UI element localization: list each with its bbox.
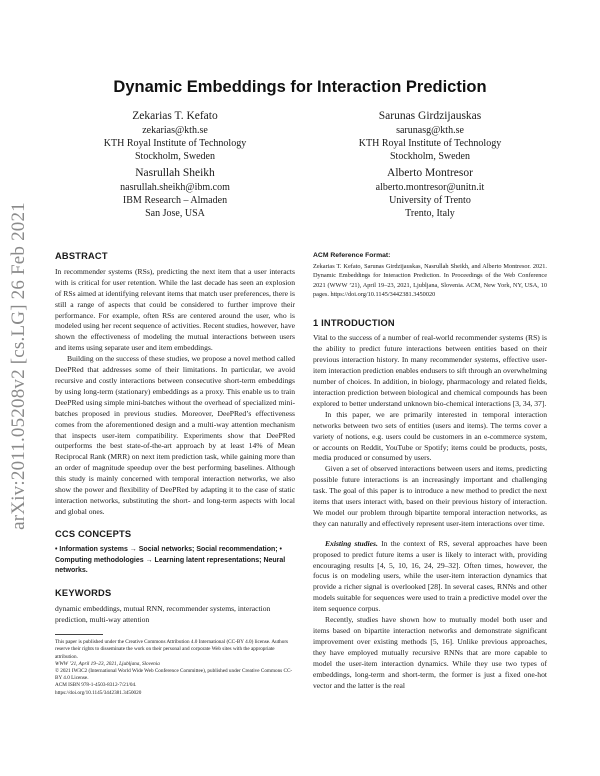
author-name: Sarunas Girdzijauskas <box>378 110 482 122</box>
copyright-note: © 2021 IW3C2 (International World Wide Web Conference Committee), published under Creative Commons CC-BY 4.0 License. <box>55 667 293 682</box>
intro-heading: 1 INTRODUCTION <box>313 317 395 328</box>
author-location: Trento, Italy <box>405 208 455 219</box>
abstract-heading: ABSTRACT <box>55 251 108 261</box>
existing-studies-text: In the context of RS, several approaches have been proposed to predict future items a user is likely to interact with, providing encouraging results [4, 5, 10, 16, 24, 29–32]. Often times, however, the focus is on modeling users, while the user-item interaction dynamics that provide a richer signal is overlooked [28]. In several cases, RNNs and other models suitable for sequences were used to train a predictive model over the item sequence corpus. <box>313 538 547 614</box>
author-email[interactable]: nasrullah.sheikh@ibm.com <box>120 182 230 193</box>
arxiv-stamp <box>2 176 36 556</box>
author-email[interactable]: zekarias@kth.se <box>142 125 208 136</box>
abstract-paragraph: In recommender systems (RSs), predicting the next item that a user interacts with is critical for user retention. While the last decade has seen an explosion of RSs aimed at identifying relevant items that match user preferences, there is still a range of aspects that could be considered to further improve their performance. For example, often RSs are centered around the user, who is modeled using her recent sequence of activities. Recent studies, however, have shown the effectiveness of modeling the mutual interactions between users and items using separate user and item embeddings. <box>55 266 295 353</box>
intro-paragraph: Vital to the success of a number of real-world recommender systems (RS) is the ability to predict future interactions between entities based on their previous interaction history. In many recommender systems, effective user-item interaction prediction enables endusers to sift through an overwhelming number of choices. In addition, in biology, pharmacology and related fields, interaction prediction between biological and chemical compounds has been explored to better understand unknown bio-chemical interactions [3, 34, 37]. <box>313 333 547 408</box>
footnote <box>55 639 295 697</box>
ccs-heading: CCS CONCEPTS <box>55 528 132 539</box>
existing-studies-lead: Existing studies. <box>325 538 378 548</box>
author-email[interactable]: sarunasg@kth.se <box>396 125 464 136</box>
author-email[interactable]: alberto.montresor@unitn.it <box>375 182 485 193</box>
abstract-paragraph: Building on the success of these studies, we propose a novel method called DeePRed that addresses some of their limitations. In particular, we avoid recursive and costly interactions between consecutive short-term embeddings by using long-term (stationary) embeddings as a proxy. This enable us to train DeePRed using simple mini-batches without the overhead of specialized mini-batches proposed in previous studies. Moreover, DeePRed’s effectiveness comes from the aforementioned design and a multi-way attention mechanism that inspects user-item compatibility. Experiments show that DeePRed outperforms the best state-of-the-art approach by at least 14% of Mean Reciprocal Rank (MRR) on next item prediction task, while gaining more than an order of magnitude speedup over the best performing baselines. Although this study is mainly concerned with temporal interaction networks, we also show the power and flexibility of DeePRed by adapting it to the case of static interaction networks, substituting the short- and long-term aspects with local and global ones. <box>55 354 295 516</box>
acm-reference-heading: ACM Reference Format: <box>313 252 391 259</box>
intro-paragraph: Recently, studies have shown how to mutually model both user and items based on bipartite interaction networks and demonstrate significant improvement over existing methods [5, 16]. Unlike previous approaches, they have employed mutually recursive RNNs that are more capable to model the user-item interaction dynamics. While they use two types of embeddings, long-term and short-term, the former is just a fixed one-hot vector and the latter is the real <box>313 615 547 690</box>
intro-paragraph: In this paper, we are primarily interested in temporal interaction networks between two sets of entities (users and items). The terms cover a variety of notions, e.g. users could be customers in an e-commerce system, or accounts on Reddit, YouTube or Spotify; items could be products, posts, media produced or consumed by users. <box>313 409 547 463</box>
ccs-concepts: • Information systems → Social networks; Social recommendation; • Computing methodologies → Learning latent representations; Neural networks. <box>55 545 286 575</box>
author-affiliation: KTH Royal Institute of Technology <box>103 138 247 149</box>
author-block <box>55 166 295 220</box>
intro-paragraph: Given a set of observed interactions between users and items, predicting possible future interactions is an increasingly important and challenging task. The goal of this paper is to introduce a new method to predict the next items that users interact with, based on their previous history of interaction. We model our problem through bipartite temporal interaction networks, as they can naturally and effectively represent user-item interactions over time. <box>313 464 547 528</box>
author-name: Nasrullah Sheikh <box>135 167 215 179</box>
right-column <box>313 251 547 691</box>
author-location: Stockholm, Sweden <box>135 151 215 162</box>
keywords-text: dynamic embeddings, mutual RNN, recommender systems, interaction prediction, multi-way attention <box>55 604 271 625</box>
arxiv-identifier: arXiv:2011.05208v2 [cs.LG] 26 Feb 2021 <box>8 202 29 530</box>
author-location: San Jose, USA <box>145 208 205 219</box>
author-location: Stockholm, Sweden <box>390 151 470 162</box>
author-affiliation: IBM Research – Almaden <box>122 195 228 206</box>
left-column <box>55 251 295 697</box>
venue-note: WWW ’21, April 19–23, 2021, Ljubljana, Slovenia <box>55 660 160 667</box>
intro-paragraph <box>313 539 547 615</box>
author-block <box>310 166 550 220</box>
keywords-heading: KEYWORDS <box>55 588 112 599</box>
acm-reference-text: Zekarias T. Kefato, Sarunas Girdzijauskas, Nasrullah Sheikh, and Alberto Montresor. 2021. Dynamic Embeddings for Interaction Prediction. In Proceedings of the Web Conference 2021 (WWW ’21), April 19–23, 2021, Ljubljana, Slovenia. ACM, New York, NY, USA, 10 pages. https://doi.org/10.1145/3442381.3450020 <box>313 262 547 299</box>
isbn-note: ACM ISBN 978-1-4503-8312-7/21/04. <box>55 682 137 689</box>
author-block <box>55 109 295 163</box>
license-note: This paper is published under the Creative Commons Attribution 4.0 International (CC-BY 4.0) license. Authors reserve their rights to disseminate the work on their personal and corporate Web sites with the appropriate attribution. <box>55 639 289 660</box>
author-name: Zekarias T. Kefato <box>132 110 218 122</box>
doi-link[interactable]: https://doi.org/10.1145/3442381.3450020 <box>55 689 142 696</box>
author-block <box>310 109 550 163</box>
author-affiliation: KTH Royal Institute of Technology <box>358 138 502 149</box>
author-affiliation: University of Trento <box>389 195 471 206</box>
footnote-rule <box>55 634 103 635</box>
paper-title: Dynamic Embeddings for Interaction Prediction <box>113 78 487 96</box>
author-name: Alberto Montresor <box>387 167 473 179</box>
